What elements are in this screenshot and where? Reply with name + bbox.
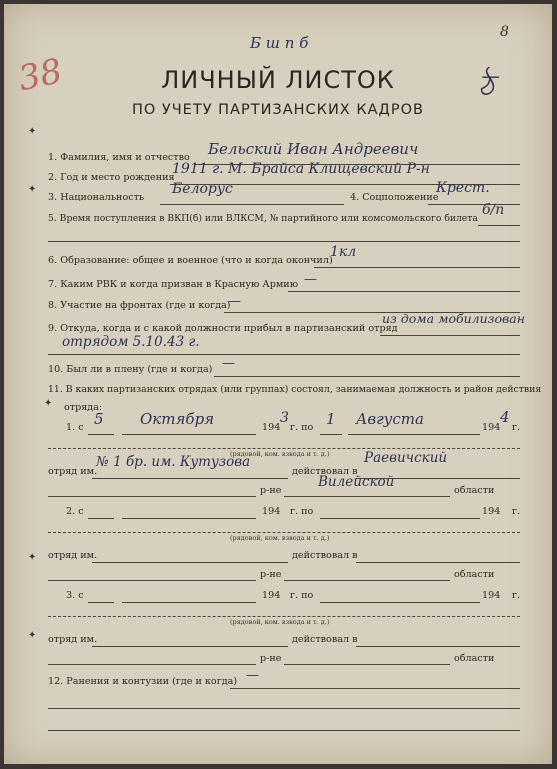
service-3-num: 3. с [66,590,84,601]
service-3-role-caption: (рядовой, ком. взвода и т. д.) [230,618,330,626]
service-2-year-prefix: 194 [262,506,281,517]
service-1-district-label: р-не [260,485,282,496]
service-1-to-day: 1 [326,410,336,428]
field-5-line-2 [48,241,520,242]
binding-mark: ✦ [28,630,37,641]
field-11-label: 11. В каких партизанских отрядах (или группах) состоял, занимаемая должность и район действия [48,384,542,395]
red-stamp-number: 38 [14,51,66,100]
service-2-g: г. [512,506,521,517]
field-10-label: 10. Был ли в плену (где и когда) [48,364,213,375]
service-1-year-to: 4 [500,408,510,426]
field-6-label: 6. Образование: общее и военное (что и когда окончил) [48,255,333,266]
service-1-to-month: Августа [356,410,424,428]
service-1-to-day-line [320,434,342,435]
form-subtitle: ПО УЧЕТУ ПАРТИЗАНСКИХ КАДРОВ [131,102,424,118]
field-7-label: 7. Каким РВК и когда призван в Красную Армию [48,279,299,290]
service-1-region: Вилейской [318,474,395,490]
field-9-line [380,335,520,336]
service-1-g: г. [512,422,521,433]
field-12-line-2 [48,708,520,709]
service-2-month-line [122,518,256,519]
service-1-unit: № 1 бр. им. Кутузова [96,454,251,470]
field-8-label: 8. Участие на фронтах (где и когда) [48,300,231,311]
service-3-g: г. [512,590,521,601]
service-2-unit-label: отряд им. [48,550,98,561]
service-3-unit-label: отряд им. [48,634,98,645]
service-2-district-line [48,580,256,581]
service-2-region-label: области [454,569,495,580]
field-9-value-1: из дома мобилизован [382,311,525,326]
service-2-region-line [284,580,450,581]
service-3-district-line-a [356,646,520,647]
service-1-to-month-line [348,434,480,435]
binding-mark: ✦ [28,126,37,137]
service-1-acted-label: действовал в [292,466,358,477]
service-3-district-label: р-не [260,653,282,664]
binding-mark: ✦ [44,398,53,409]
field-11-label-cont: отряда: [64,402,103,413]
field-10-value: — [222,356,235,371]
service-1-year-prefix-2: 194 [482,422,501,433]
field-4-value: Крест. [436,180,490,196]
field-5-value: б/п [482,202,505,218]
service-2-day-line [88,518,114,519]
service-1-year-prefix: 194 [262,422,281,433]
field-4-label: 4. Соцположение [350,192,439,203]
binding-mark: ✦ [28,552,37,563]
service-1-g-po: г. по [290,422,314,433]
service-1-unit-line [92,478,288,479]
field-4-line [428,204,520,205]
field-2-label: 2. Год и место рождения [48,172,175,183]
field-12-line [230,688,520,689]
service-3-role-line [48,616,520,617]
field-1-value: Бельский Иван Андреевич [208,140,419,158]
form-title: ЛИЧНЫЙ ЛИСТОК [161,66,395,94]
service-3-acted-label: действовал в [292,634,358,645]
margin-mark: ঠ [478,69,495,104]
field-3-value: Белорус [172,181,233,197]
field-3-line [160,204,344,205]
service-3-region-line [284,664,450,665]
service-1-district-line [48,496,256,497]
field-6-value: 1кл [330,244,357,260]
service-1-district: Раевичский [364,450,448,466]
document-sheet [4,4,552,764]
service-3-unit-line [92,646,288,647]
service-2-unit-line [92,562,288,563]
field-6-line [314,267,520,268]
page-number: 8 [500,24,509,40]
field-8-value: — [228,294,241,309]
field-12-value: — [246,668,259,683]
field-12-line-3 [48,730,520,731]
field-1-label: 1. Фамилия, имя и отчество [48,152,190,163]
field-9-line-2 [48,354,520,355]
service-3-month-line [122,602,256,603]
field-5-label: 5. Время поступления в ВКП(б) или ВЛКСМ, № партийного или комсомольского билета [48,213,478,224]
service-3-region-label: области [454,653,495,664]
service-2-g-po: г. по [290,506,314,517]
field-2-value: 1911 г. М. Брайса Клищевский Р-н [172,161,430,177]
service-1-region-label: области [454,485,495,496]
top-code: Б ш п б [250,34,309,52]
service-3-district-line [48,664,256,665]
service-1-role-line [48,448,520,449]
field-7-line [288,291,520,292]
service-1-unit-label: отряд им. [48,466,98,477]
service-2-role-caption: (рядовой, ком. взвода и т. д.) [230,534,330,542]
service-2-year-prefix-2: 194 [482,506,501,517]
service-1-day-line [88,434,114,435]
field-12-label: 12. Ранения и контузии (где и когда) [48,676,238,687]
field-10-line [214,376,520,377]
service-2-district-line-a [356,562,520,563]
field-9-value-2: отрядом 5.10.43 г. [62,334,200,350]
service-2-district-label: р-не [260,569,282,580]
binding-mark: ✦ [28,184,37,195]
service-2-role-line [48,532,520,533]
service-2-acted-label: действовал в [292,550,358,561]
service-3-year-prefix: 194 [262,590,281,601]
field-9-label: 9. Откуда, когда и с какой должности прибыл в партизанский отряд [48,323,398,334]
service-3-day-line [88,602,114,603]
field-7-value: — [304,272,317,287]
service-1-month: Октября [140,410,215,428]
service-1-month-line [122,434,256,435]
service-1-region-line [284,496,450,497]
service-2-to-line [320,518,480,519]
service-1-day: 5 [94,410,104,428]
field-5-line [478,225,520,226]
service-2-num: 2. с [66,506,84,517]
service-1-num: 1. с [66,422,84,433]
service-3-year-prefix-2: 194 [482,590,501,601]
service-3-to-line [320,602,480,603]
service-3-g-po: г. по [290,590,314,601]
service-1-year-from: 3 [280,410,289,426]
service-1-role-caption: (рядовой, ком. взвода и т. д.) [230,450,330,458]
field-3-label: 3. Национальность [48,192,145,203]
